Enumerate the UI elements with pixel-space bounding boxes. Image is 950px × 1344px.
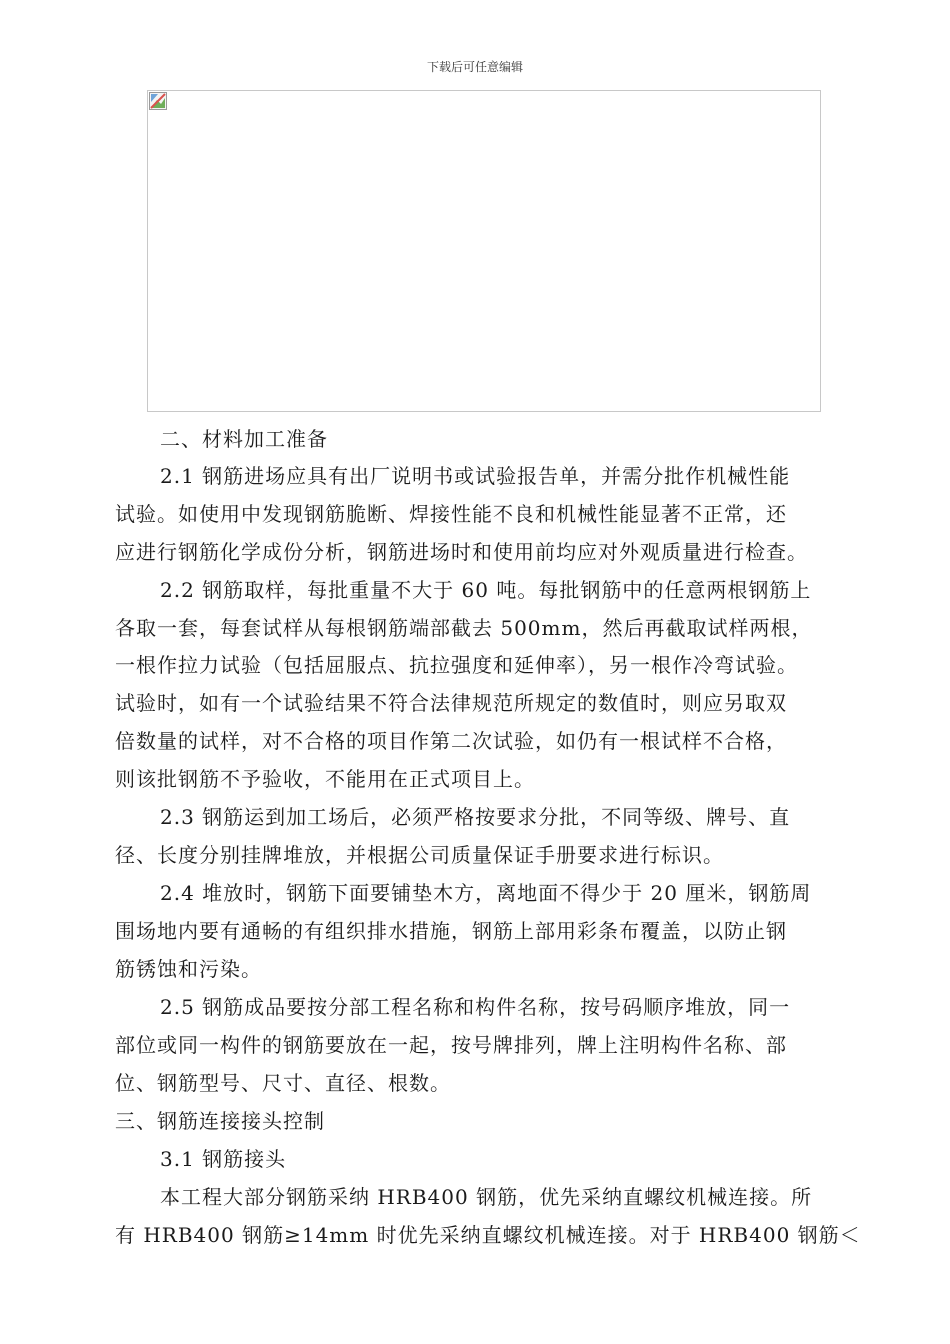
image-placeholder — [147, 90, 821, 412]
paragraph-line: 2.2 钢筋取样，每批重量不大于 60 吨。每批钢筋中的任意两根钢筋上 — [160, 578, 812, 602]
subsection-heading: 3.1 钢筋接头 — [160, 1147, 287, 1171]
paragraph-line: 围场地内要有通畅的有组织排水措施，钢筋上部用彩条布覆盖，以防止钢 — [115, 919, 787, 943]
paragraph-line: 部位或同一构件的钢筋要放在一起，按号牌排列，牌上注明构件名称、部 — [115, 1033, 787, 1057]
paragraph-line: 应进行钢筋化学成份分析，钢筋进场时和使用前均应对外观质量进行检查。 — [115, 540, 808, 564]
paragraph-line: 试验。如使用中发现钢筋脆断、焊接性能不良和机械性能显著不正常，还 — [115, 502, 787, 526]
page-header: 下载后可任意编辑 — [426, 60, 523, 74]
paragraph-line: 本工程大部分钢筋采纳 HRB400 钢筋，优先采纳直螺纹机械连接。所 — [160, 1185, 813, 1209]
paragraph-line: 2.4 堆放时，钢筋下面要铺垫木方，离地面不得少于 20 厘米，钢筋周 — [160, 881, 812, 905]
paragraph-line: 2.1 钢筋进场应具有出厂说明书或试验报告单，并需分批作机械性能 — [160, 464, 791, 488]
paragraph-line: 有 HRB400 钢筋≥14mm 时优先采纳直螺纹机械连接。对于 HRB400 钢筋＜ — [115, 1223, 861, 1247]
paragraph-line: 位、钢筋型号、尺寸、直径、根数。 — [115, 1071, 451, 1095]
paragraph-line: 筋锈蚀和污染。 — [115, 957, 262, 981]
paragraph-line: 径、长度分别挂牌堆放，并根据公司质量保证手册要求进行标识。 — [115, 843, 724, 867]
section-heading: 三、钢筋连接接头控制 — [115, 1109, 325, 1133]
paragraph-line: 倍数量的试样，对不合格的项目作第二次试验，如仍有一根试样不合格， — [115, 729, 787, 753]
paragraph-line: 试验时，如有一个试验结果不符合法律规范所规定的数值时，则应另取双 — [115, 691, 787, 715]
paragraph-line: 2.3 钢筋运到加工场后，必须严格按要求分批，不同等级、牌号、直 — [160, 805, 791, 829]
broken-image-icon — [149, 92, 167, 110]
paragraph-line: 各取一套，每套试样从每根钢筋端部截去 500mm，然后再截取试样两根， — [115, 616, 813, 640]
paragraph-line: 2.5 钢筋成品要按分部工程名称和构件名称，按号码顺序堆放，同一 — [160, 995, 791, 1019]
paragraph-line: 一根作拉力试验（包括屈服点、抗拉强度和延伸率），另一根作冷弯试验。 — [115, 653, 798, 677]
section-heading: 二、材料加工准备 — [160, 427, 328, 451]
paragraph-line: 则该批钢筋不予验收，不能用在正式项目上。 — [115, 767, 535, 791]
